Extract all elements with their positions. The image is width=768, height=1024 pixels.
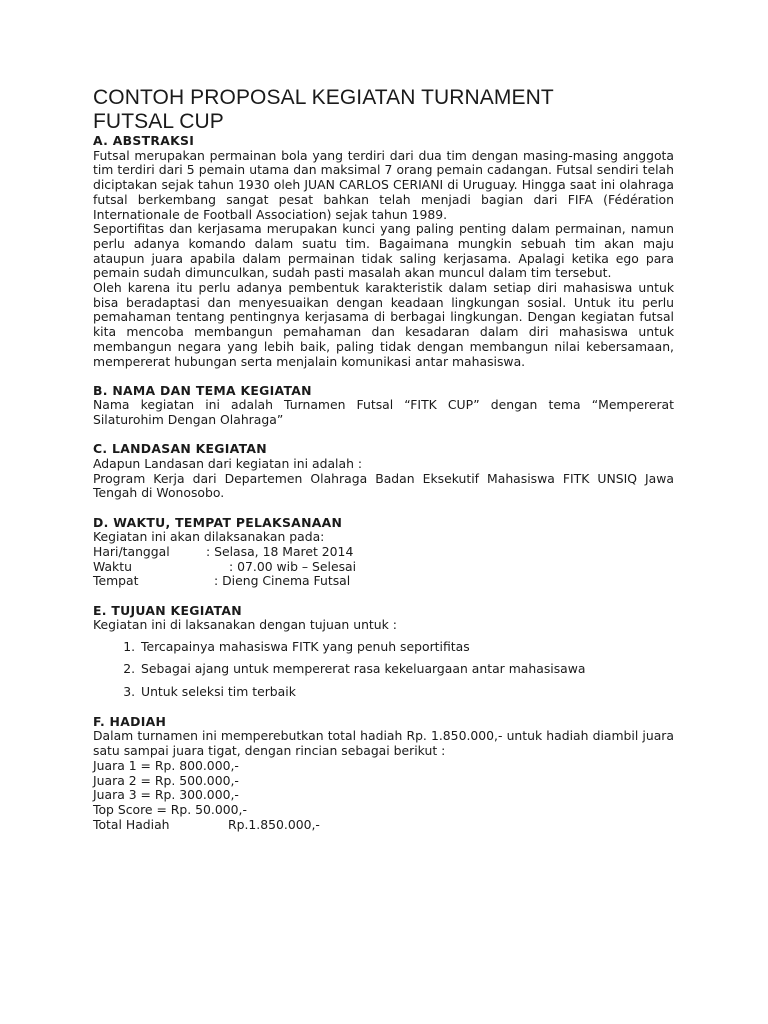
schedule-label: Waktu xyxy=(93,558,132,574)
section-d-heading: D. WAKTU, TEMPAT PELAKSANAAN xyxy=(93,514,343,530)
title-line-2: FUTSAL CUP xyxy=(93,110,224,133)
section-d-intro: Kegiatan ini akan dilaksanakan pada: xyxy=(93,529,325,545)
spacer xyxy=(93,589,674,604)
prize-line: Top Score = Rp. 50.000,- xyxy=(93,801,247,817)
section-c-heading: C. LANDASAN KEGIATAN xyxy=(93,441,267,457)
prize-line: Juara 1 = Rp. 800.000,- xyxy=(93,757,239,773)
section-e-heading: E. TUJUAN KEGIATAN xyxy=(93,602,242,618)
list-item: 3. Untuk seleksi tim terbaik xyxy=(139,685,674,700)
section-e-intro: Kegiatan ini di laksanakan dengan tujuan untuk : xyxy=(93,617,397,633)
schedule-row-time xyxy=(93,560,674,575)
list-item: 2. Sebagai ajang untuk mempererat rasa kekeluargaan antar mahasisawa xyxy=(139,662,674,677)
section-a-paragraph-3: Oleh karena itu perlu adanya pembentuk karakteristik dalam setiap diri mahasiswa untuk bisa beradaptasi dan menyesuaikan dengan keadaan lingkungan sosial. Untuk itu perlu pemahaman tentang pentingnya kerjasama di berbagai lingkungan. Dengan kegiatan futsal kita mencoba membangun pemahaman dan kesadaran dalam diri mahasiswa untuk membangun negara yang lebih baik, paling tidak dengan membangun nilai kebersamaan, mempererat hubungan serta menjalain komunikasi antar mahasiswa. xyxy=(93,280,674,369)
section-a-paragraph-2: Seportifitas dan kerjasama merupakan kunci yang paling penting dalam permainan, namun perlu adanya komando dalam suatu tim. Bagaimana mungkin sebuah tim akan maju ataupun juara apabila dalam permainan tidak saling kerjasama. Apalagi ketika ego para pemain sudah dimunculkan, sudah pasti masalah akan muncul dalam tim tersebut. xyxy=(93,221,674,281)
schedule-row-place xyxy=(93,574,674,589)
schedule-label: Hari/tanggal xyxy=(93,544,170,560)
page-title xyxy=(93,86,674,134)
section-b-text: Nama kegiatan ini adalah Turnamen Futsal “FITK CUP” dengan tema “Mempererat Silaturohim Dengan Olahraga” xyxy=(93,397,674,428)
schedule-value: : 07.00 wib – Selesai xyxy=(229,558,357,574)
section-c-line-1: Adapun Landasan dari kegiatan ini adalah : xyxy=(93,456,363,472)
prize-total-row xyxy=(93,818,674,833)
prize-total-value: Rp.1.850.000,- xyxy=(228,816,320,832)
prize-total-label: Total Hadiah xyxy=(93,816,170,832)
prize-line: Juara 2 = Rp. 500.000,- xyxy=(93,772,239,788)
section-b-heading: B. NAMA DAN TEMA KEGIATAN xyxy=(93,382,312,398)
schedule-label: Tempat xyxy=(93,573,139,589)
spacer xyxy=(93,428,674,443)
spacer xyxy=(93,501,674,516)
schedule-value: : Selasa, 18 Maret 2014 xyxy=(206,544,354,560)
document-body xyxy=(93,86,674,832)
prize-line: Juara 3 = Rp. 300.000,- xyxy=(93,787,239,803)
section-f-heading: F. HADIAH xyxy=(93,713,167,729)
schedule-value: : Dieng Cinema Futsal xyxy=(214,573,351,589)
list-item: 1. Tercapainya mahasiswa FITK yang penuh seportifitas xyxy=(139,640,674,655)
title-line-1: CONTOH PROPOSAL KEGIATAN TURNAMENT xyxy=(93,86,554,109)
spacer xyxy=(93,369,674,384)
section-a-heading: A. ABSTRAKSI xyxy=(93,133,195,148)
section-c-line-2: Program Kerja dari Departemen Olahraga Badan Eksekutif Mahasiswa FITK UNSIQ Jawa Tengah di Wonosobo. xyxy=(93,470,674,501)
section-f-intro: Dalam turnamen ini memperebutkan total hadiah Rp. 1.850.000,- untuk hadiah diambil juara satu sampai juara tigat, dengan rincian sebagai berikut : xyxy=(93,728,674,759)
spacer xyxy=(93,707,674,715)
section-a-paragraph-1: Futsal merupakan permainan bola yang terdiri dari dua tim dengan masing-masing anggota tim terdiri dari 5 pemain utama dan maksimal 7 orang pemain cadangan. Futsal sendiri telah diciptakan sejak tahun 1930 oleh JUAN CARLOS CERIANI di Uruguay. Hingga saat ini olahraga futsal berkembang sangat pesat bahkan telah menjadi bagian dari FIFA (Fédération Internationale de Football Association) sejak tahun 1989. xyxy=(93,147,674,222)
schedule-row-date xyxy=(93,545,674,560)
objectives-list xyxy=(93,640,674,699)
